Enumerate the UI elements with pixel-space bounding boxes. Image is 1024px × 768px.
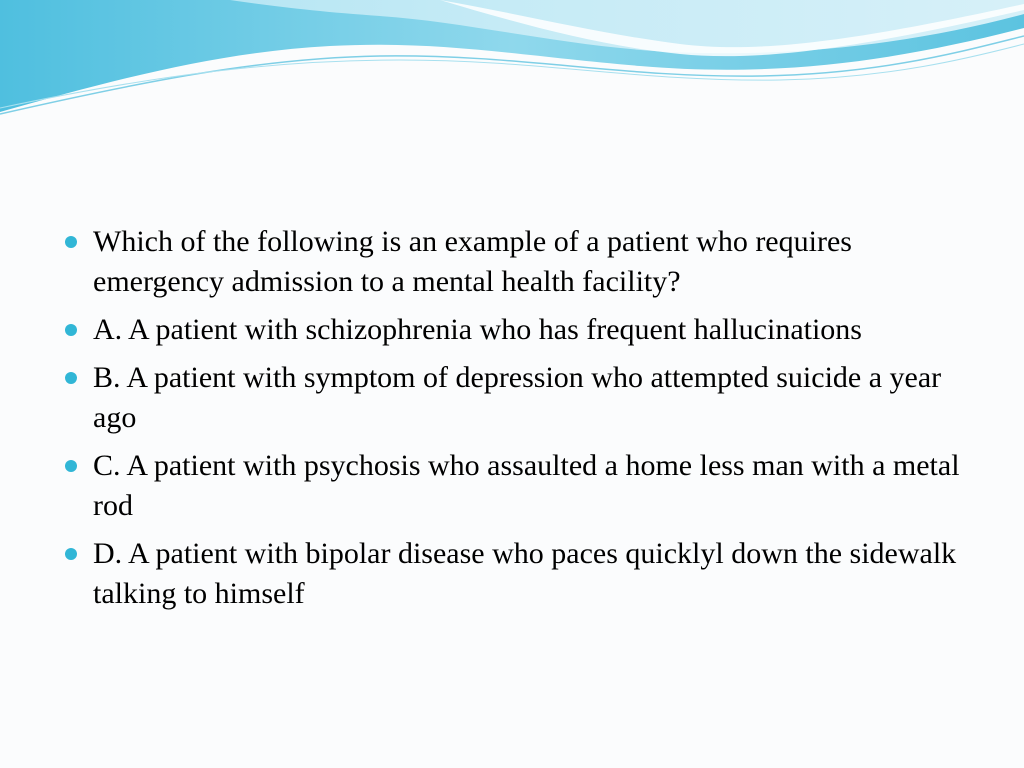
- bullet-text: Which of the following is an example of a patient who requires emergency admission to a mental health facility?: [93, 225, 852, 298]
- bullet-list: [60, 222, 965, 614]
- bullet-text: D. A patient with bipolar disease who paces quicklyl down the sidewalk talking to himself: [93, 537, 957, 610]
- bullet-option-b: [60, 358, 965, 438]
- bullet-option-c: [60, 446, 965, 526]
- bullet-dot-icon: [65, 548, 77, 560]
- bullet-dot-icon: [65, 236, 77, 248]
- bullet-option-d: [60, 534, 965, 614]
- bullet-text: B. A patient with symptom of depression who attempted suicide a year ago: [93, 361, 942, 434]
- bullet-dot-icon: [65, 324, 77, 336]
- bullet-dot-icon: [65, 460, 77, 472]
- bullet-dot-icon: [65, 372, 77, 384]
- bullet-text: A. A patient with schizophrenia who has frequent hallucinations: [93, 313, 862, 346]
- bullet-option-a: [60, 310, 965, 350]
- header-wave-decoration: [0, 0, 1024, 120]
- slide-body: [60, 222, 965, 622]
- bullet-text: C. A patient with psychosis who assaulted a home less man with a metal rod: [93, 449, 960, 522]
- bullet-question: [60, 222, 965, 302]
